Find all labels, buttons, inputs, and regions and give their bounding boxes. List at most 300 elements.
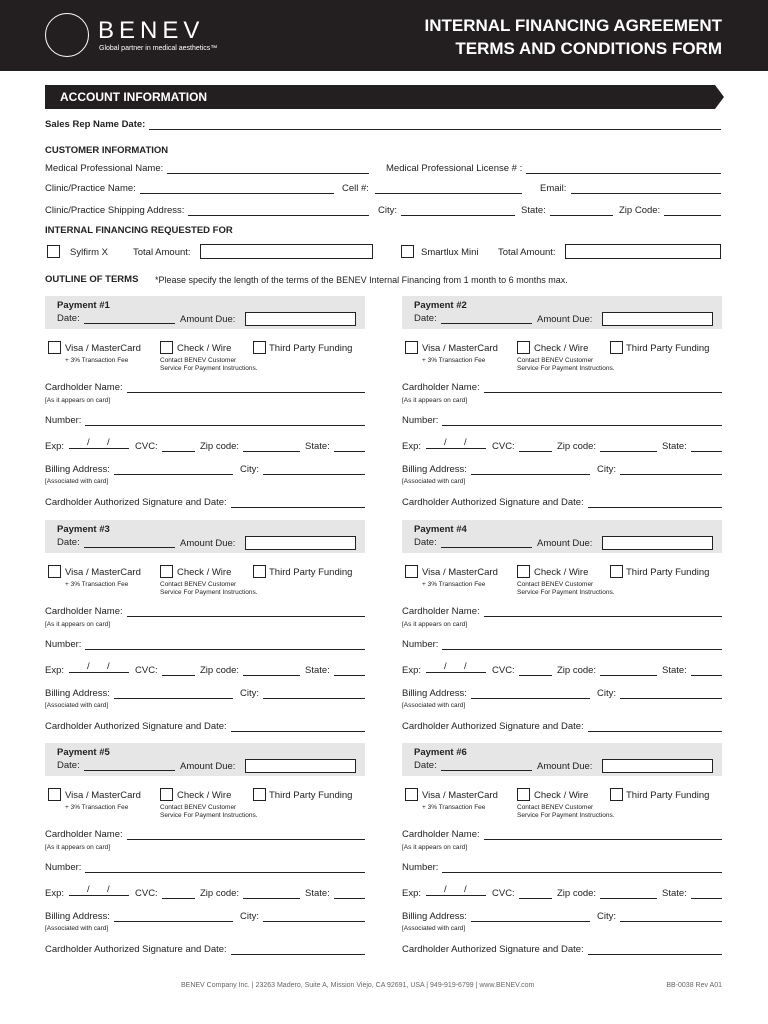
check-wire-checkbox[interactable] [517, 788, 530, 801]
billing-address-field[interactable] [45, 688, 233, 699]
cardholder-name-field[interactable] [402, 829, 722, 840]
cvc-label: CVC: [135, 665, 158, 676]
associated-note: [Associated with card] [402, 702, 466, 709]
signature-label: Cardholder Authorized Signature and Date: [45, 944, 227, 955]
payment-title: Payment #2 [414, 300, 467, 311]
amount-due-label: Amount Due: [180, 314, 236, 325]
signature-label: Cardholder Authorized Signature and Date: [402, 944, 584, 955]
shipping-address-line[interactable] [188, 206, 369, 216]
card-state-line[interactable] [334, 889, 365, 899]
visa-label: Visa / MasterCard [422, 567, 498, 578]
billing-address-field[interactable] [402, 911, 590, 922]
state-label: State: [521, 205, 546, 216]
exp-label: Exp: [45, 665, 65, 676]
cardholder-name-line[interactable] [484, 607, 722, 617]
cvc-label: CVC: [492, 888, 515, 899]
medical-professional-name-label: Medical Professional Name: [45, 163, 164, 174]
footer-revision: BB-0038 Rev A01 [666, 982, 722, 989]
cvc-label: CVC: [135, 441, 158, 452]
contact-note-2: Service For Payment Instructions. [517, 812, 615, 819]
payment-date-field[interactable] [57, 760, 175, 771]
contact-note-1: Contact BENEV Customer [517, 581, 594, 588]
payment-header [402, 296, 722, 329]
billing-address-label: Billing Address: [402, 688, 467, 699]
sales-rep-label: Sales Rep Name Date: [45, 119, 146, 130]
billing-city-field[interactable] [240, 688, 365, 699]
transaction-fee-note: + 3% Transaction Fee [422, 357, 486, 364]
card-state-field[interactable] [305, 665, 365, 676]
visa-label: Visa / MasterCard [422, 343, 498, 354]
exp-line[interactable] [69, 448, 129, 449]
zip-field[interactable] [619, 205, 721, 216]
amount-due-input[interactable] [602, 312, 713, 326]
cardholder-name-label: Cardholder Name: [45, 829, 123, 840]
sales-rep-line[interactable] [149, 120, 721, 130]
payment-date-field[interactable] [57, 537, 175, 548]
signature-line[interactable] [231, 498, 365, 508]
signature-field[interactable] [45, 721, 365, 732]
billing-city-label: City: [597, 688, 616, 699]
billing-address-line[interactable] [471, 689, 590, 699]
payment-header [402, 743, 722, 776]
amount-due-label: Amount Due: [537, 761, 593, 772]
card-state-line[interactable] [691, 889, 722, 899]
exp-slash-2: / [107, 437, 110, 448]
card-zip-field[interactable] [200, 665, 300, 676]
billing-city-field[interactable] [597, 464, 722, 475]
financing-heading: INTERNAL FINANCING REQUESTED FOR [45, 225, 233, 236]
card-state-field[interactable] [662, 441, 722, 452]
billing-city-line[interactable] [263, 465, 365, 475]
check-wire-checkbox[interactable] [517, 341, 530, 354]
as-appears-note: [As it appears on card] [402, 621, 468, 628]
cvc-field[interactable] [135, 665, 195, 676]
signature-line[interactable] [588, 722, 722, 732]
as-appears-note: [As it appears on card] [402, 397, 468, 404]
exp-label: Exp: [402, 888, 422, 899]
cvc-line[interactable] [162, 889, 195, 899]
card-state-label: State: [305, 888, 330, 899]
billing-address-field[interactable] [45, 464, 233, 475]
card-number-label: Number: [45, 862, 82, 873]
cell-label: Cell #: [342, 183, 369, 194]
third-party-label: Third Party Funding [269, 567, 353, 578]
email-label: Email: [540, 183, 567, 194]
sylfirm-checkbox[interactable] [47, 245, 60, 258]
card-zip-field[interactable] [200, 441, 300, 452]
card-zip-line[interactable] [600, 889, 657, 899]
payment-header [45, 520, 365, 553]
page-header [0, 0, 768, 71]
cvc-field[interactable] [492, 888, 552, 899]
check-wire-label: Check / Wire [177, 790, 232, 801]
billing-city-field[interactable] [597, 688, 722, 699]
medical-professional-name-field[interactable] [45, 163, 369, 174]
check-wire-checkbox[interactable] [160, 565, 173, 578]
billing-city-label: City: [597, 911, 616, 922]
payment-title: Payment #6 [414, 747, 467, 758]
exp-slash-2: / [464, 661, 467, 672]
cardholder-name-label: Cardholder Name: [402, 606, 480, 617]
signature-line[interactable] [588, 498, 722, 508]
associated-note: [Associated with card] [402, 925, 466, 932]
third-party-label: Third Party Funding [269, 790, 353, 801]
cardholder-name-field[interactable] [402, 382, 722, 393]
signature-line[interactable] [588, 945, 722, 955]
payment-date-label: Date: [57, 537, 80, 548]
billing-city-field[interactable] [597, 911, 722, 922]
signature-field[interactable] [402, 944, 722, 955]
amount-due-input[interactable] [602, 759, 713, 773]
payment-title: Payment #4 [414, 524, 467, 535]
billing-address-label: Billing Address: [45, 688, 110, 699]
billing-address-field[interactable] [45, 911, 233, 922]
state-line[interactable] [550, 206, 613, 216]
card-state-field[interactable] [305, 888, 365, 899]
associated-note: [Associated with card] [402, 478, 466, 485]
signature-label: Cardholder Authorized Signature and Date: [402, 497, 584, 508]
third-party-checkbox[interactable] [253, 341, 266, 354]
amount-due-input[interactable] [245, 536, 356, 550]
license-line[interactable] [526, 164, 721, 174]
shipping-address-field[interactable] [45, 205, 369, 216]
sales-rep-field[interactable] [45, 119, 721, 130]
card-number-field[interactable] [402, 415, 722, 426]
cardholder-name-line[interactable] [127, 607, 365, 617]
billing-city-line[interactable] [263, 689, 365, 699]
amount-due-input[interactable] [245, 759, 356, 773]
card-state-label: State: [662, 441, 687, 452]
payment-date-field[interactable] [414, 760, 532, 771]
payment-date-label: Date: [414, 760, 437, 771]
payment-date-label: Date: [414, 537, 437, 548]
cvc-line[interactable] [162, 442, 195, 452]
card-state-field[interactable] [662, 665, 722, 676]
billing-address-field[interactable] [402, 688, 590, 699]
logo-emblem-icon [45, 13, 89, 57]
medical-professional-name-line[interactable] [167, 164, 369, 174]
card-state-field[interactable] [305, 441, 365, 452]
card-number-field[interactable] [45, 639, 365, 650]
transaction-fee-note: + 3% Transaction Fee [422, 804, 486, 811]
cardholder-name-label: Cardholder Name: [402, 382, 480, 393]
signature-field[interactable] [402, 721, 722, 732]
brand-tagline: Global partner in medical aesthetics™ [99, 45, 218, 52]
terms-note: *Please specify the length of the terms of the BENEV Internal Financing from 1 month to 6 months max. [155, 275, 568, 285]
visa-checkbox[interactable] [405, 341, 418, 354]
exp-line[interactable] [426, 448, 486, 449]
check-wire-label: Check / Wire [534, 567, 589, 578]
card-state-line[interactable] [334, 442, 365, 452]
license-label: Medical Professional License # : [386, 163, 523, 174]
cardholder-name-label: Cardholder Name: [402, 829, 480, 840]
exp-slash-2: / [107, 661, 110, 672]
signature-field[interactable] [402, 497, 722, 508]
card-number-line[interactable] [442, 640, 722, 650]
card-number-label: Number: [402, 862, 439, 873]
cardholder-name-field[interactable] [402, 606, 722, 617]
billing-address-line[interactable] [114, 465, 233, 475]
zip-label: Zip Code: [619, 205, 661, 216]
exp-slash-2: / [464, 884, 467, 895]
cardholder-name-line[interactable] [127, 383, 365, 393]
transaction-fee-note: + 3% Transaction Fee [65, 581, 129, 588]
cvc-line[interactable] [519, 889, 552, 899]
state-field[interactable] [521, 205, 613, 216]
check-wire-checkbox[interactable] [160, 788, 173, 801]
card-state-field[interactable] [662, 888, 722, 899]
city-label: City: [378, 205, 397, 216]
contact-note-1: Contact BENEV Customer [517, 804, 594, 811]
card-number-line[interactable] [85, 863, 365, 873]
as-appears-note: [As it appears on card] [45, 844, 111, 851]
exp-slash-2: / [464, 437, 467, 448]
city-line[interactable] [401, 206, 515, 216]
card-number-line[interactable] [85, 640, 365, 650]
cvc-field[interactable] [492, 441, 552, 452]
card-zip-line[interactable] [600, 666, 657, 676]
card-state-line[interactable] [334, 666, 365, 676]
as-appears-note: [As it appears on card] [45, 621, 111, 628]
card-zip-line[interactable] [600, 442, 657, 452]
customer-info-heading: CUSTOMER INFORMATION [45, 145, 169, 156]
contact-note-2: Service For Payment Instructions. [160, 365, 258, 372]
cvc-label: CVC: [492, 665, 515, 676]
exp-slash-1: / [87, 884, 90, 895]
card-zip-label: Zip code: [200, 665, 240, 676]
card-number-field[interactable] [45, 862, 365, 873]
payment-title: Payment #5 [57, 747, 110, 758]
amount-due-input[interactable] [245, 312, 356, 326]
cell-field[interactable] [342, 183, 522, 194]
third-party-checkbox[interactable] [610, 565, 623, 578]
outline-terms-heading: OUTLINE OF TERMS [45, 274, 139, 285]
check-wire-label: Check / Wire [177, 567, 232, 578]
cardholder-name-field[interactable] [45, 606, 365, 617]
payment-date-label: Date: [57, 313, 80, 324]
card-zip-label: Zip code: [557, 665, 597, 676]
exp-label: Exp: [45, 441, 65, 452]
payment-date-field[interactable] [57, 313, 175, 324]
card-zip-field[interactable] [557, 888, 657, 899]
cvc-field[interactable] [135, 441, 195, 452]
third-party-label: Third Party Funding [626, 567, 710, 578]
card-number-field[interactable] [402, 862, 722, 873]
signature-field[interactable] [45, 497, 365, 508]
cardholder-name-line[interactable] [127, 830, 365, 840]
signature-line[interactable] [231, 945, 365, 955]
billing-city-label: City: [240, 911, 259, 922]
billing-city-label: City: [597, 464, 616, 475]
license-field[interactable] [386, 163, 721, 174]
check-wire-label: Check / Wire [534, 343, 589, 354]
card-number-label: Number: [402, 639, 439, 650]
check-wire-label: Check / Wire [534, 790, 589, 801]
exp-line[interactable] [69, 672, 129, 673]
card-state-label: State: [305, 665, 330, 676]
payment-date-field[interactable] [414, 537, 532, 548]
billing-address-line[interactable] [114, 912, 233, 922]
card-number-label: Number: [402, 415, 439, 426]
signature-label: Cardholder Authorized Signature and Date: [45, 721, 227, 732]
amount-due-label: Amount Due: [537, 314, 593, 325]
transaction-fee-note: + 3% Transaction Fee [65, 804, 129, 811]
payment-date-line[interactable] [84, 314, 175, 324]
contact-note-1: Contact BENEV Customer [160, 357, 237, 364]
cardholder-name-label: Cardholder Name: [45, 606, 123, 617]
total-amount-input-2[interactable] [565, 244, 721, 259]
card-state-label: State: [305, 441, 330, 452]
card-number-line[interactable] [442, 863, 722, 873]
clinic-name-field[interactable] [45, 183, 334, 194]
card-zip-line[interactable] [243, 666, 300, 676]
clinic-name-line[interactable] [140, 184, 334, 194]
payment-title: Payment #3 [57, 524, 110, 535]
exp-line[interactable] [426, 672, 486, 673]
card-zip-label: Zip code: [557, 441, 597, 452]
check-wire-checkbox[interactable] [517, 565, 530, 578]
card-zip-line[interactable] [243, 442, 300, 452]
email-field[interactable] [540, 183, 721, 194]
amount-due-label: Amount Due: [180, 538, 236, 549]
billing-address-label: Billing Address: [402, 911, 467, 922]
card-number-line[interactable] [85, 416, 365, 426]
billing-city-field[interactable] [240, 464, 365, 475]
visa-label: Visa / MasterCard [65, 567, 141, 578]
card-number-field[interactable] [45, 415, 365, 426]
billing-address-line[interactable] [471, 465, 590, 475]
cvc-line[interactable] [519, 442, 552, 452]
cvc-label: CVC: [135, 888, 158, 899]
cardholder-name-field[interactable] [45, 382, 365, 393]
contact-note-2: Service For Payment Instructions. [160, 812, 258, 819]
city-field[interactable] [378, 205, 515, 216]
card-number-field[interactable] [402, 639, 722, 650]
form-title-line1: INTERNAL FINANCING AGREEMENT [424, 16, 722, 35]
payment-date-line[interactable] [84, 761, 175, 771]
signature-label: Cardholder Authorized Signature and Date: [45, 497, 227, 508]
billing-city-line[interactable] [263, 912, 365, 922]
cvc-line[interactable] [519, 666, 552, 676]
cvc-line[interactable] [162, 666, 195, 676]
card-state-line[interactable] [691, 666, 722, 676]
card-number-line[interactable] [442, 416, 722, 426]
contact-note-1: Contact BENEV Customer [517, 357, 594, 364]
associated-note: [Associated with card] [45, 478, 109, 485]
visa-label: Visa / MasterCard [65, 343, 141, 354]
third-party-checkbox[interactable] [610, 788, 623, 801]
contact-note-2: Service For Payment Instructions. [160, 589, 258, 596]
card-zip-line[interactable] [243, 889, 300, 899]
card-zip-field[interactable] [557, 441, 657, 452]
card-state-line[interactable] [691, 442, 722, 452]
billing-address-line[interactable] [471, 912, 590, 922]
payment-date-field[interactable] [414, 313, 532, 324]
exp-label: Exp: [45, 888, 65, 899]
email-line[interactable] [571, 184, 721, 194]
billing-city-line[interactable] [620, 912, 722, 922]
form-title-line2: TERMS AND CONDITIONS FORM [455, 39, 722, 58]
shipping-address-label: Clinic/Practice Shipping Address: [45, 205, 185, 216]
cvc-label: CVC: [492, 441, 515, 452]
payment-date-line[interactable] [84, 538, 175, 548]
third-party-checkbox[interactable] [253, 788, 266, 801]
smartlux-checkbox[interactable] [401, 245, 414, 258]
card-zip-field[interactable] [557, 665, 657, 676]
payment-title: Payment #1 [57, 300, 110, 311]
signature-line[interactable] [231, 722, 365, 732]
total-amount-input-1[interactable] [200, 244, 373, 259]
payment-header [45, 296, 365, 329]
visa-checkbox[interactable] [48, 341, 61, 354]
visa-checkbox[interactable] [48, 788, 61, 801]
card-number-label: Number: [45, 415, 82, 426]
payment-date-label: Date: [57, 760, 80, 771]
exp-line[interactable] [426, 895, 486, 896]
account-section-bar: ACCOUNT INFORMATION [45, 85, 715, 109]
billing-address-label: Billing Address: [45, 911, 110, 922]
billing-address-field[interactable] [402, 464, 590, 475]
cell-line[interactable] [375, 184, 522, 194]
billing-city-line[interactable] [620, 465, 722, 475]
billing-city-line[interactable] [620, 689, 722, 699]
exp-label: Exp: [402, 441, 422, 452]
signature-label: Cardholder Authorized Signature and Date: [402, 721, 584, 732]
exp-slash-1: / [444, 661, 447, 672]
card-zip-field[interactable] [200, 888, 300, 899]
zip-line[interactable] [664, 206, 721, 216]
cardholder-name-line[interactable] [484, 830, 722, 840]
billing-address-line[interactable] [114, 689, 233, 699]
visa-checkbox[interactable] [405, 788, 418, 801]
form-title [425, 14, 723, 60]
section-arrow-icon [715, 85, 724, 109]
payment-date-line[interactable] [441, 538, 532, 548]
billing-city-label: City: [240, 688, 259, 699]
card-zip-label: Zip code: [200, 441, 240, 452]
payment-date-line[interactable] [441, 314, 532, 324]
visa-checkbox[interactable] [405, 565, 418, 578]
cardholder-name-label: Cardholder Name: [45, 382, 123, 393]
visa-checkbox[interactable] [48, 565, 61, 578]
billing-city-label: City: [240, 464, 259, 475]
exp-slash-1: / [444, 884, 447, 895]
exp-slash-1: / [444, 437, 447, 448]
as-appears-note: [As it appears on card] [402, 844, 468, 851]
third-party-checkbox[interactable] [610, 341, 623, 354]
cvc-field[interactable] [135, 888, 195, 899]
third-party-checkbox[interactable] [253, 565, 266, 578]
card-state-label: State: [662, 665, 687, 676]
amount-due-input[interactable] [602, 536, 713, 550]
exp-slash-1: / [87, 437, 90, 448]
contact-note-1: Contact BENEV Customer [160, 581, 237, 588]
exp-line[interactable] [69, 895, 129, 896]
card-number-label: Number: [45, 639, 82, 650]
exp-slash-1: / [87, 661, 90, 672]
check-wire-checkbox[interactable] [160, 341, 173, 354]
sylfirm-label: Sylfirm X [70, 247, 108, 258]
payment-date-line[interactable] [441, 761, 532, 771]
cardholder-name-line[interactable] [484, 383, 722, 393]
cvc-field[interactable] [492, 665, 552, 676]
cardholder-name-field[interactable] [45, 829, 365, 840]
billing-city-field[interactable] [240, 911, 365, 922]
billing-address-label: Billing Address: [45, 464, 110, 475]
signature-field[interactable] [45, 944, 365, 955]
payment-date-label: Date: [414, 313, 437, 324]
third-party-label: Third Party Funding [626, 343, 710, 354]
